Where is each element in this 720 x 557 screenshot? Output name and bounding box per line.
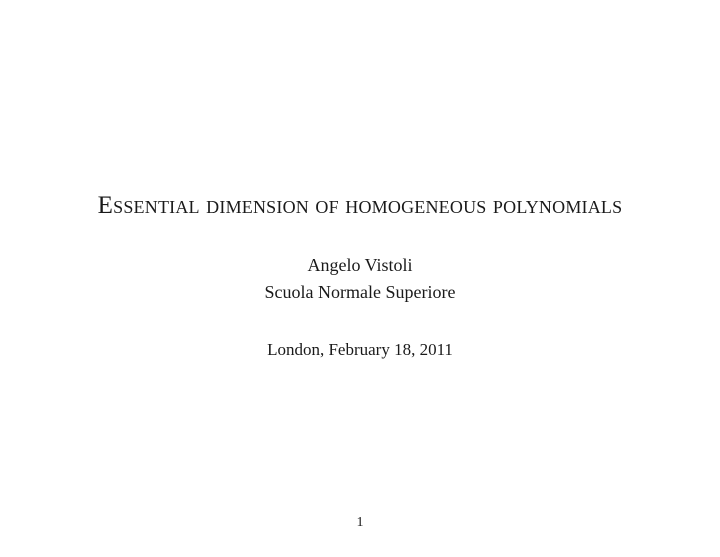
- author-affiliation: Scuola Normale Superiore: [264, 282, 456, 302]
- author-name: Angelo Vistoli: [307, 255, 413, 275]
- presentation-date: London, February 18, 2011: [267, 340, 453, 359]
- slide-title: Essential dimension of homogeneous polynomials: [97, 192, 623, 219]
- page-number: 1: [356, 515, 364, 530]
